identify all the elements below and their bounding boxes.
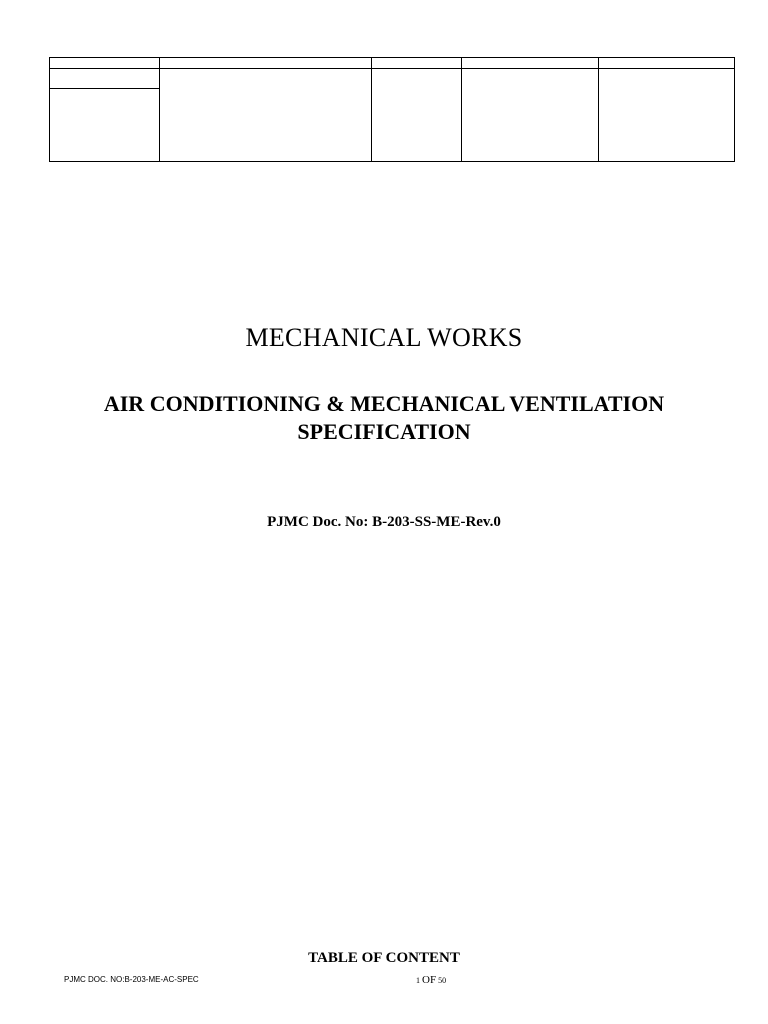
footer-page-current: 1 — [416, 976, 420, 985]
footer-doc-reference: PJMC DOC. NO:B-203-ME-AC-SPEC — [64, 975, 199, 984]
table-of-content-heading: TABLE OF CONTENT — [308, 950, 460, 966]
revision-table — [49, 57, 735, 162]
revision-table-col-line — [159, 57, 160, 162]
document-subtitle — [0, 390, 768, 446]
revision-table-col-line — [461, 57, 462, 162]
document-subtitle-line-1: AIR CONDITIONING & MECHANICAL VENTILATION — [103, 391, 665, 416]
footer-page-total: 50 — [438, 976, 447, 985]
footer-page-number — [416, 974, 446, 986]
revision-table-row-line — [49, 88, 159, 89]
revision-table-col-line — [371, 57, 372, 162]
revision-table-row-line — [49, 68, 735, 69]
document-subtitle-line-2: SPECIFICATION — [297, 419, 471, 444]
document-number: PJMC Doc. No: B-203-SS-ME-Rev.0 — [267, 514, 501, 530]
footer-page-of: OF — [422, 974, 437, 986]
revision-table-col-line — [598, 57, 599, 162]
document-title: MECHANICAL WORKS — [245, 323, 523, 352]
revision-table-border — [49, 57, 735, 162]
